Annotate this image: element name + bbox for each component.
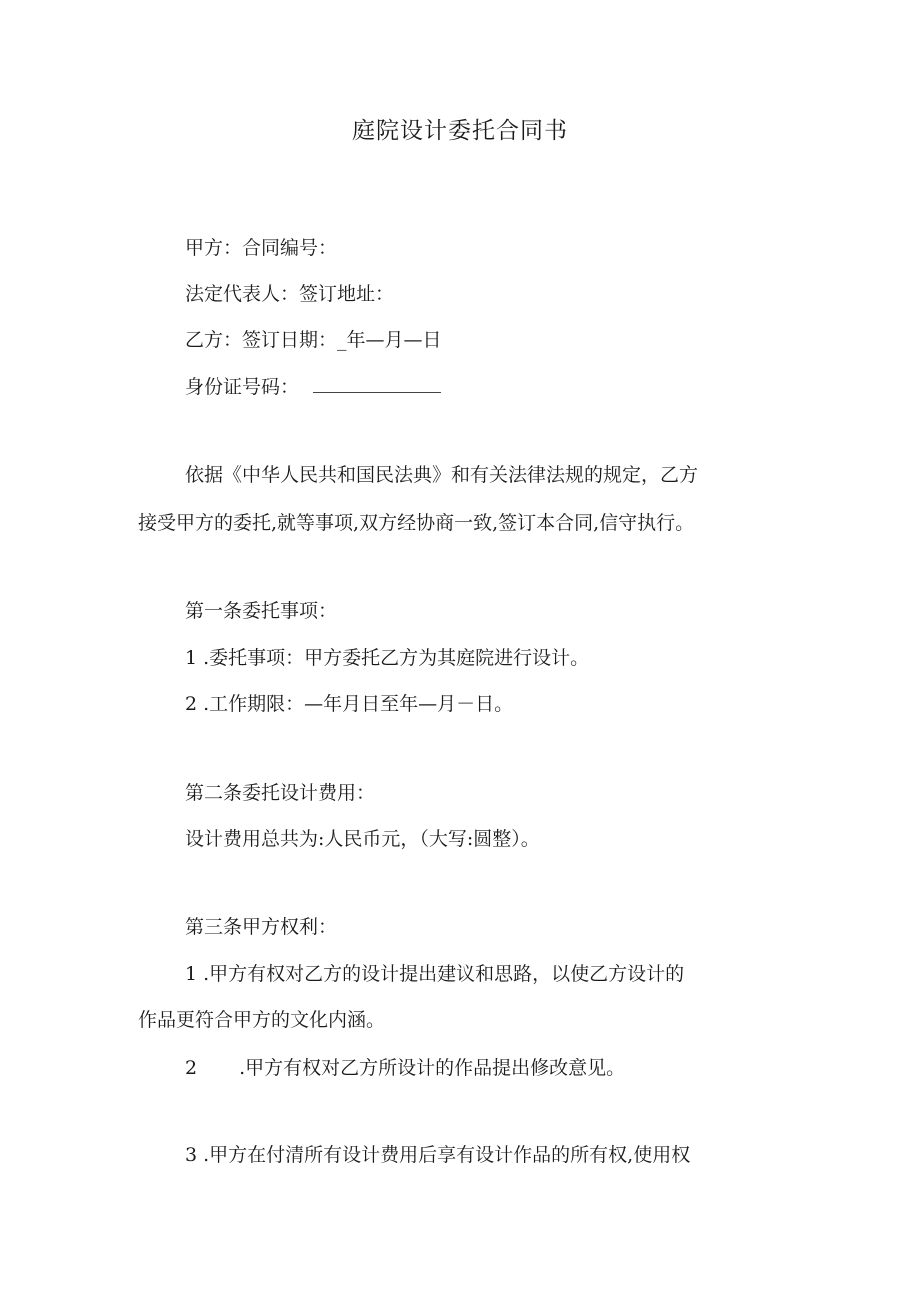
id-number-field [185, 373, 441, 401]
article-3-item-2-number: 2 [185, 1057, 198, 1079]
party-a-field: 甲方：合同编号： [185, 237, 338, 259]
article-3-item-3: 3 .甲方在付清所有设计费用后享有设计作品的所有权,使用权 [185, 1144, 691, 1166]
article-3-item-1-line-1: 1 .甲方有权对乙方的设计提出建议和思路，以使乙方设计的 [185, 963, 685, 985]
id-number-label: 身份证号码： [185, 376, 300, 398]
article-2-body: 设计费用总共为:人民币元，（大写:圆整）。 [185, 828, 540, 850]
article-3-item-2-text: .甲方有权对乙方所设计的作品提出修改意见。 [239, 1057, 626, 1079]
article-3-item-2 [185, 1054, 625, 1082]
legal-rep-field: 法定代表人：签订地址： [185, 283, 395, 305]
article-3-heading: 第三条甲方权利： [185, 916, 338, 938]
article-2-heading: 第二条委托设计费用： [185, 782, 376, 804]
id-number-blank [313, 376, 441, 393]
article-1-heading: 第一条委托事项： [185, 600, 338, 622]
preamble-line-1: 依据《中华人民共和国民法典》和有关法律法规的规定，乙方 [185, 464, 699, 486]
party-b-field: 乙方：签订日期：_年—月—日 [185, 329, 442, 351]
preamble-line-2: 接受甲方的委托,就等事项,双方经协商一致,签订本合同,信守执行。 [138, 512, 695, 534]
article-1-item-2: 2 .工作期限：—年月日至年—月－日。 [185, 693, 514, 715]
article-3-item-1-line-2: 作品更符合甲方的文化内涵。 [138, 1009, 386, 1031]
article-1-item-1: 1 .委托事项：甲方委托乙方为其庭院进行设计。 [185, 647, 590, 669]
document-title: 庭院设计委托合同书 [352, 118, 568, 144]
